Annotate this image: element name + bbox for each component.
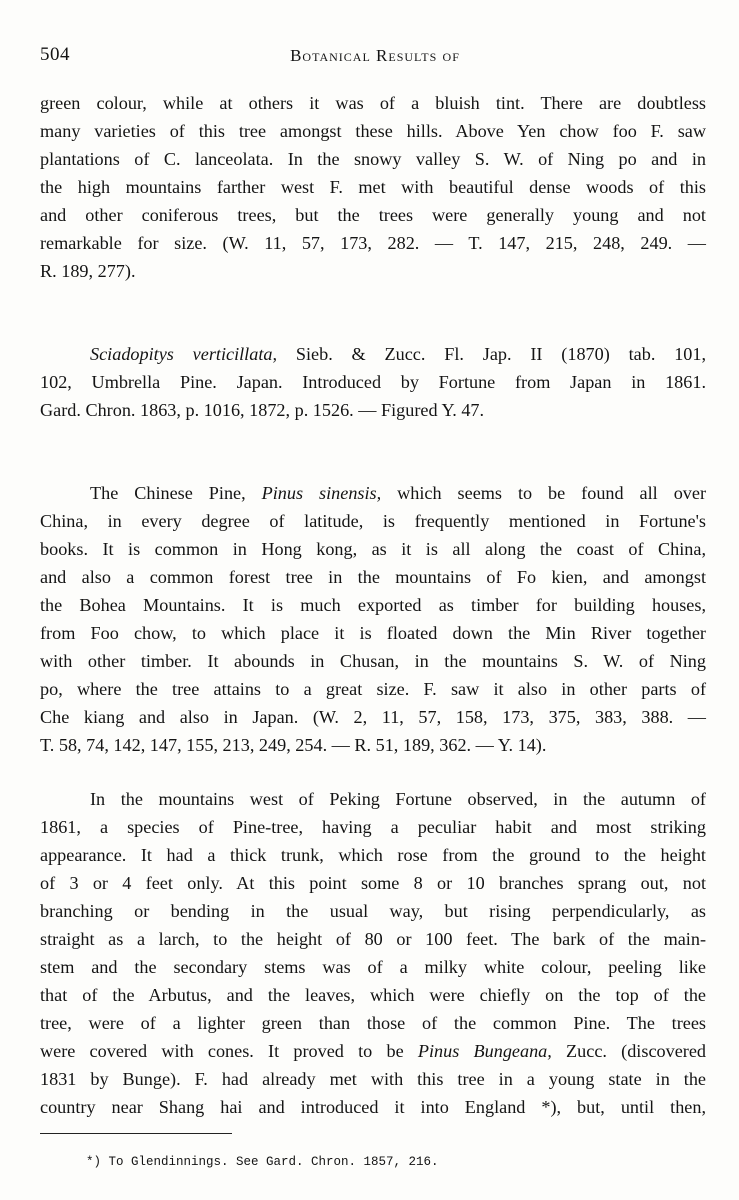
text-line: stem and the secondary stems was of a milky white colour, peeling like [40,957,706,977]
text-line: books. It is common in Hong kong, as it is all along the coast of China, [40,539,706,559]
species-name: Pinus sinensis, [261,483,382,503]
text-line: R. 189, 277). [40,261,136,281]
text-line: the Bohea Mountains. It is much exported as timber for building houses, [40,595,706,615]
text-line: appearance. It had a thick trunk, which rose from the ground to the height [40,845,706,865]
text-line: country near Shang hai and introduced it into England *), but, until then, [40,1097,706,1117]
text-line: branching or bending in the usual way, but rising perpendicularly, as [40,901,706,921]
text-line: 1861, a species of Pine-tree, having a peculiar habit and most striking [40,817,706,837]
text-line: China, in every degree of latitude, is frequently mentioned in Fortune's [40,511,706,531]
text-line: that of the Arbutus, and the leaves, which were chiefly on the top of the [40,985,706,1005]
text-line: the high mountains farther west F. met with beautiful dense woods of this [40,177,706,197]
species-name: Sciadopitys verticillata, [90,344,278,364]
running-head: Botanical Results of [290,46,460,65]
paragraph-cunninghamia-continued [40,89,706,285]
text-line: plantations of C. lanceolata. In the snowy valley S. W. of Ning po and in [40,149,706,169]
footnote-rule [40,1133,232,1134]
text-line: of 3 or 4 feet only. At this point some 8 or 10 branches sprang out, not [40,873,706,893]
text-line: tree, were of a lighter green than those of the common Pine. The trees [40,1013,706,1033]
text-line: po, where the tree attains to a great size. F. saw it also in other parts of [40,679,706,699]
text-line: green colour, while at others it was of a bluish tint. There are doubtless [40,93,706,113]
text-line: straight as a larch, to the height of 80 or 100 feet. The bark of the main- [40,929,706,949]
text-line: and also a common forest tree in the mountains of Fo kien, and amongst [40,567,706,587]
text-line: Che kiang and also in Japan. (W. 2, 11, 57, 158, 173, 375, 383, 388. — [40,707,706,727]
text-line: 102, Umbrella Pine. Japan. Introduced by Fortune from Japan in 1861. [40,372,706,392]
species-name: Pinus Bungeana, [417,1041,552,1061]
page-number: 504 [40,44,70,65]
text-line: and other coniferous trees, but the trees were generally young and not [40,205,706,225]
text-line: were covered with cones. It proved to be Pinus Bungeana, Zucc. (discovered [40,1041,706,1061]
text-line: remarkable for size. (W. 11, 57, 173, 282. — T. 147, 215, 248, 249. — [40,233,706,253]
text-line: Gard. Chron. 1863, p. 1016, 1872, p. 1526. — Figured Y. 47. [40,400,485,420]
footnote: *) To Glendinnings. See Gard. Chron. 1857, 216. [86,1155,439,1169]
paragraph-pinus-sinensis [40,479,706,759]
text-line: with other timber. It abounds in Chusan, in the mountains S. W. of Ning [40,651,706,671]
text-line: T. 58, 74, 142, 147, 155, 213, 249, 254. — R. 51, 189, 362. — Y. 14). [40,735,547,755]
paragraph-pinus-bungeana [40,785,706,1121]
text-line: from Foo chow, to which place it is floated down the Min River together [40,623,706,643]
text-line: The Chinese Pine, Pinus sinensis, which seems to be found all over [90,483,707,503]
text-line: Sciadopitys verticillata, Sieb. & Zucc. Fl. Jap. II (1870) tab. 101, [90,344,707,364]
text-line: many varieties of this tree amongst these hills. Above Yen chow foo F. saw [40,121,706,141]
text-line: In the mountains west of Peking Fortune observed, in the autumn of [90,789,706,809]
text-line: 1831 by Bunge). F. had already met with this tree in a young state in the [40,1069,706,1089]
paragraph-sciadopitys [40,340,706,424]
page-header [40,44,710,74]
